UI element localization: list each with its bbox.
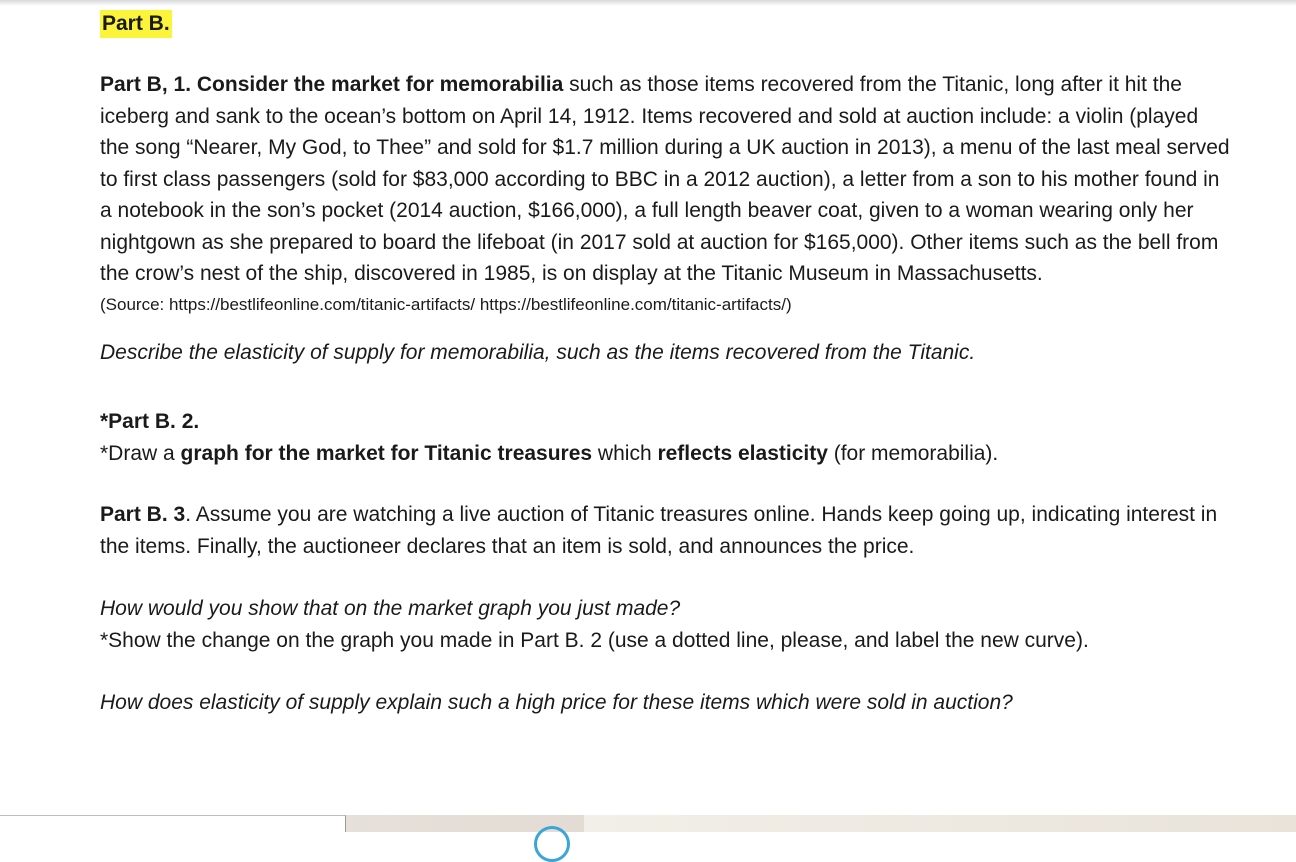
- part-b1-label: Part B, 1. Consider the market for memorabilia: [100, 73, 564, 96]
- circle-icon: [534, 826, 570, 862]
- part-b2-bold-2: reflects elasticity: [657, 441, 828, 465]
- part-b3-text: . Assume you are watching a live auction of Titanic treasures online. Hands keep going up, indicating interest in the items. Finally, the auctioneer declares that an item is sold, and announces the price.: [100, 503, 1218, 558]
- part-b2-bold-1: graph for the market for Titanic treasures: [180, 441, 593, 465]
- part-b3-final-question: How does elasticity of supply explain such a high price for these items which were sold in auction?: [100, 691, 1013, 714]
- part-b2-heading: *Part B. 2.: [100, 410, 200, 433]
- part-b1-text: such as those items recovered from the Titanic, long after it hit the iceberg and sank to the ocean’s bottom on April 14, 1912. Items recovered and sold at auction include: a violin (played the song “Nearer, My God, to Thee” and sold for $1.7 million during a UK auction in 2013), a menu of the last meal served to first class passengers (sold for $83,000 according to BBC in a 2012 auction), a letter from a son to his mother found in a notebook in the son’s pocket (2014 auction, $166,000), a full length beaver coat, given to a woman wearing only her nightgown as she prepared to board the lifeboat (in 2017 sold at auction for $165,000). Other items such as the bell from the crow’s nest of the ship, discovered in 1985, is on display at the Titanic Museum in Massachusetts.: [100, 73, 1230, 285]
- part-b-heading: Part B.: [100, 10, 172, 38]
- part-b1-paragraph: [100, 69, 1230, 290]
- document-page: [100, 8, 1230, 719]
- part-b2-text-1: *Draw a: [100, 441, 181, 465]
- bottom-input-box[interactable]: [0, 815, 346, 832]
- source-citation: (Source: https://bestlifeonline.com/titanic-artifacts/ https://bestlifeonline.com/titanic-artifacts/): [100, 294, 792, 314]
- part-b3-paragraph: [100, 499, 1230, 562]
- part-b2-instruction: [100, 438, 1230, 470]
- part-b3-question: How would you show that on the market graph you just made?: [100, 597, 681, 620]
- part-b3-label: Part B. 3: [100, 503, 186, 526]
- bottom-panel: [584, 815, 1296, 832]
- part-b3-instruction: *Show the change on the graph you made in Part B. 2 (use a dotted line, please, and label the new curve).: [100, 628, 1089, 652]
- part-b1-question: Describe the elasticity of supply for memorabilia, such as the items recovered from the Titanic.: [100, 340, 976, 364]
- part-b2-text-2: which: [592, 441, 658, 465]
- part-b2-text-3: (for memorabilia).: [827, 441, 999, 465]
- top-shadow: [0, 0, 1296, 6]
- part-b2-block: [100, 406, 1230, 438]
